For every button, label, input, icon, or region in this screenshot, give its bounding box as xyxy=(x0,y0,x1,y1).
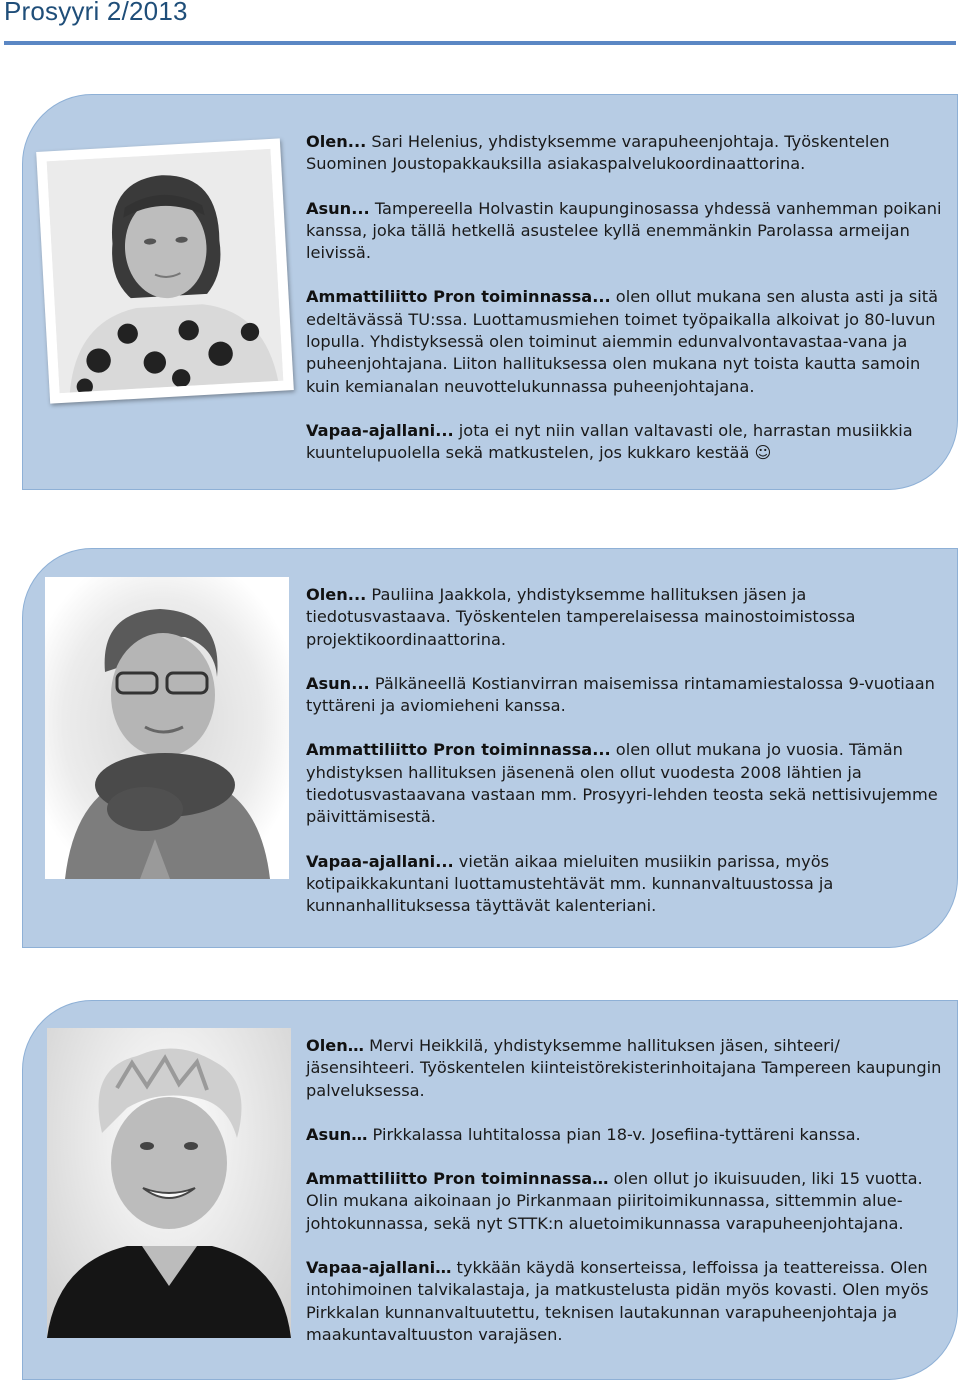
portrait-illustration xyxy=(45,577,289,879)
bio-paragraph xyxy=(306,1168,943,1235)
bio-body: vietän aikaa mieluiten musiikin parissa, myös kotipaikkakuntani luottamustehtävät mm. kunnanvaltuustossa ja kunnanhallituksessa täyttävät kalenteriani. xyxy=(306,851,834,916)
portrait-frame xyxy=(36,138,294,403)
bio-paragraph xyxy=(306,851,943,918)
portrait-photo-3 xyxy=(47,1028,291,1338)
bio-label: Ammattiliitto Pron toiminnassa… xyxy=(306,1169,609,1189)
bio-paragraph xyxy=(306,286,943,397)
bio-paragraph xyxy=(306,673,943,718)
bio-text-1 xyxy=(306,131,943,487)
portrait-illustration xyxy=(47,149,284,393)
bio-body: Tampereella Holvastin kaupunginosassa yhdessä vanhemman poikani kanssa, joka tällä hetkellä asustelee kyllä enemmänkin Parolassa armeijan leivissä. xyxy=(306,198,942,263)
bio-body: jota ei nyt niin vallan valtavasti ole, harrastan musiikkia kuuntelupuolella sekä matkustelen, jos kukkaro kestää ☺ xyxy=(306,420,913,463)
bio-label: Vapaa-ajallani... xyxy=(306,851,454,871)
bio-paragraph xyxy=(306,420,943,465)
bio-label: Olen… xyxy=(306,1036,364,1055)
bio-label: Ammattiliitto Pron toiminnassa... xyxy=(306,287,611,307)
page-title: Prosyyri 2/2013 xyxy=(4,0,188,26)
bio-label: Asun… xyxy=(306,1124,368,1144)
bio-text-2 xyxy=(306,584,943,940)
bio-text-3 xyxy=(306,1035,943,1368)
profile-card-3 xyxy=(22,1000,958,1380)
bio-label: Ammattiliitto Pron toiminnassa... xyxy=(306,740,611,760)
bio-label: Olen... xyxy=(306,132,367,151)
portrait-photo-2 xyxy=(45,577,289,879)
bio-paragraph xyxy=(306,1257,943,1346)
bio-body: tykkään käydä konserteissa, leffoissa ja teattereissa. Olen intohimoinen talvikalastaja, ja matkustelusta pidän myös kovasti. Olen myös Pirkkalan kunnanvaltuutettu, teknisen lautakunnan varapuheenjohtaja ja maakuntavaltuuston varajäsen. xyxy=(306,1258,929,1344)
bio-body: olen ollut mukana jo vuosia. Tämän yhdistyksen hallituksen jäsenenä olen ollut vuodesta 2008 lähtien ja tiedotusvastaavana vastaan mm. Prosyyri-lehden teosta sekä nettisivujemme päivittämisestä. xyxy=(306,740,938,827)
portrait-frame xyxy=(45,577,289,879)
portrait-photo-1 xyxy=(47,149,284,393)
bio-label: Asun... xyxy=(306,673,370,693)
bio-label: Vapaa-ajallani... xyxy=(306,420,454,440)
bio-paragraph xyxy=(306,739,943,828)
bio-paragraph xyxy=(306,198,943,265)
bio-body: olen ollut jo ikuisuuden, liki 15 vuotta. Olin mukana aikoinaan jo Pirkanmaan piiritoimikunnassa, sittemmin alue-johtokunnassa, sekä nyt STTK:n aluetoimikunnassa varapuheenjohtajana. xyxy=(306,1169,923,1233)
bio-paragraph xyxy=(306,1035,943,1102)
bio-body: olen ollut mukana sen alusta asti ja sitä edeltävässä TU:ssa. Luottamusmiehen toimet työpaikalla alkoivat jo 80-luvun lopulla. Yhdistyksessä olen toiminut aiemmin edunvalvontavastaa-vana ja puheenjohtajana. Liiton hallituksessa olen mukana nyt toista kautta samoin kuin kemianalan neuvottelukunnassa puheenjohtajana. xyxy=(306,287,939,396)
header-divider xyxy=(4,41,956,45)
bio-body: Pauliina Jaakkola, yhdistyksemme hallituksen jäsen ja tiedotusvastaava. Työskentelen tamperelaisessa mainostoimistossa projektikoordinaattorina. xyxy=(306,585,856,649)
bio-body: Pälkäneellä Kostianvirran maisemissa rintamamiestalossa 9-vuotiaan tyttäreni ja aviomieheni kanssa. xyxy=(306,673,935,716)
bio-label: Olen... xyxy=(306,585,367,604)
bio-label: Asun... xyxy=(306,198,370,218)
portrait-illustration xyxy=(47,1028,291,1338)
profile-card-2 xyxy=(22,548,958,948)
bio-body: Sari Helenius, yhdistyksemme varapuheenjohtaja. Työskentelen Suominen Joustopakkauksilla asiakaspalvelukoordinaattorina. xyxy=(306,132,890,174)
bio-paragraph xyxy=(306,584,943,651)
bio-body: Mervi Heikkilä, yhdistyksemme hallituksen jäsen, sihteeri/ jäsensihteeri. Työskentelen kiinteistörekisterinhoitajana Tampereen kaupungin palveluksessa. xyxy=(306,1036,942,1100)
bio-paragraph xyxy=(306,131,943,176)
bio-label: Vapaa-ajallani… xyxy=(306,1258,452,1278)
bio-body: Pirkkalassa luhtitalossa pian 18-v. Josefiina-tyttäreni kanssa. xyxy=(367,1124,861,1144)
profile-card-1 xyxy=(22,94,958,490)
portrait-frame xyxy=(47,1028,291,1338)
bio-paragraph xyxy=(306,1124,943,1146)
